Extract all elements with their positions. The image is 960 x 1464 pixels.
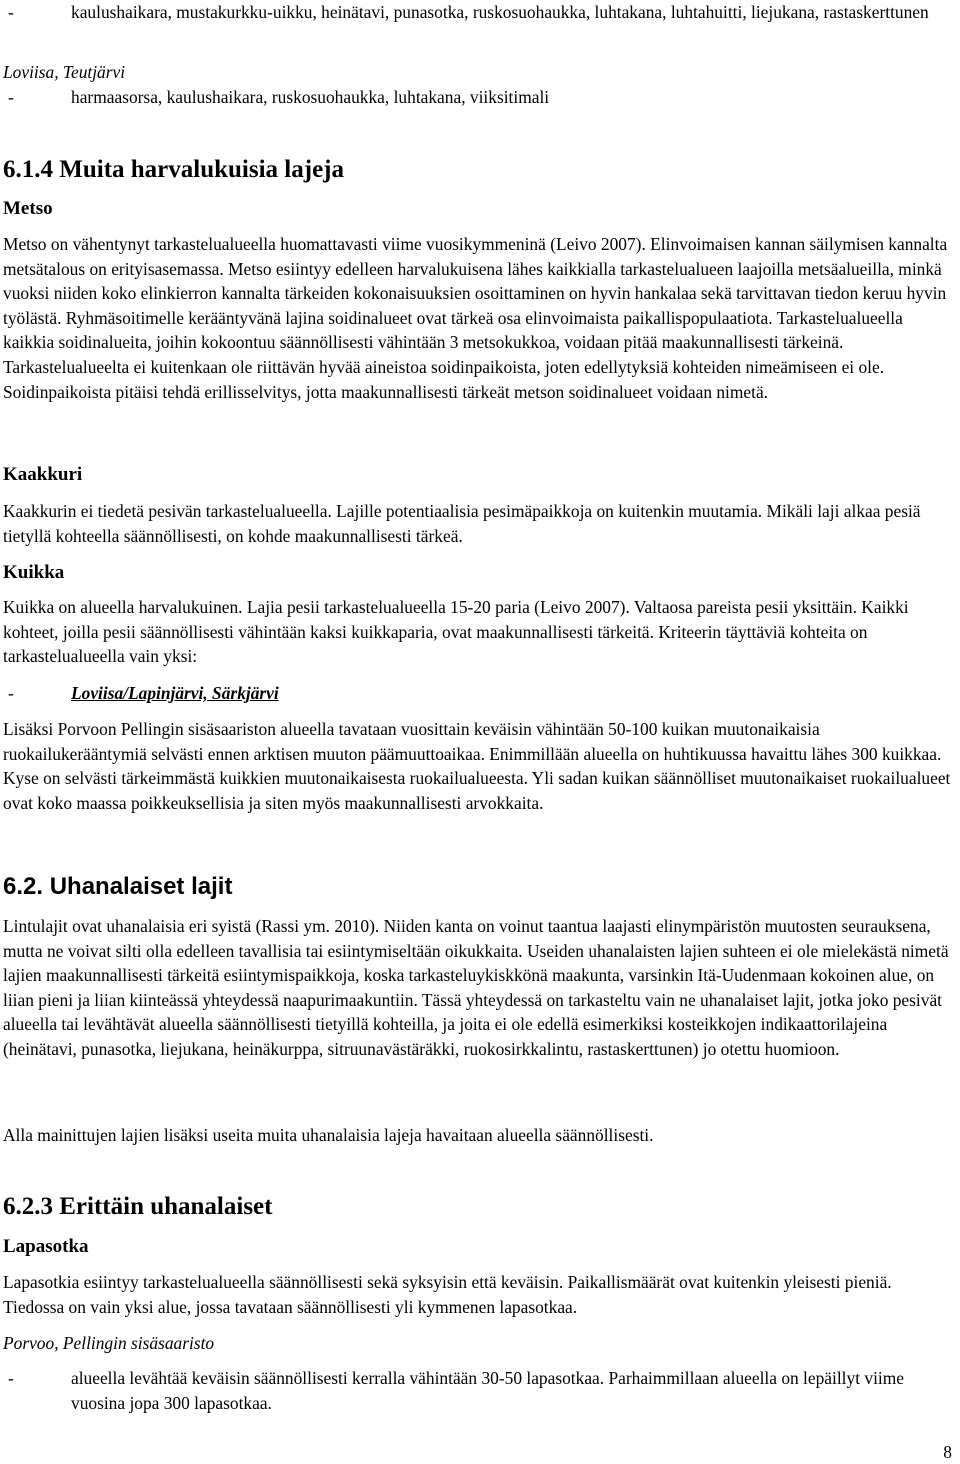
section-paragraph: Lintulajit ovat uhanalaisia eri syistä (Rassi ym. 2010). Niiden kanta on voinut taantua laajasti elinympäristön muutosten seurauksena, mutta ne voivat silti olla edelleen tavallisia tai esiintymiseltään oikukkaita. Useiden uhanalaisten lajien suhteen ei ole mielekästä nimetä lajien maakunnallisesti tärkeitä esiintymispaikkoja, koska tarkasteluykiskkönä maakunta, varsinkin Itä-Uudenmaan kokoinen alue, on liian pieni ja liian kiinteässä yhteydessä naapurimaakuntiin. Tässä yhteydessä on tarkasteltu vain ne uhanalaiset lajit, jotka joko pesivät alueella tai levähtävät alueella säännöllisesti tietyillä kohteilla, ja joita ei ole edellä esimerkiksi kosteikkojen indikaattorilajeina (heinätavi, punasotka, liejukana, heinäkurppa, sitruunavästäräkki, ruokosirkkalintu, rastaskerttunen) jo otettu huomioon. <box>3 916 949 1059</box>
species-heading: Lapasotka <box>3 1236 89 1257</box>
page-number: 8 <box>943 1442 952 1462</box>
species-list-bullet <box>3 0 953 50</box>
species-paragraph: Lapasotkia esiintyy tarkastelualueella säännöllisesti sekä syksyisin että keväisin. Paikallismäärät ovat kuitenkin yleisesti pieniä. Tiedossa on vain yksi alue, jossa tavataan säännöllisesti yli kymmenen lapasotkaa. <box>3 1272 892 1317</box>
species-heading: Kuikka <box>3 562 65 583</box>
species-paragraph: Kuikka on alueella harvalukuinen. Lajia pesii tarkastelualueella 15-20 paria (Leivo 2007). Valtaosa pareista pesii yksittäin. Kaikki kohteet, joilla pesii säännöllisesti vähintään kaksi kuikkaparia, ovat maakunnallisesti tärkeitä. Kriteerin täyttäviä kohteita on tarkastelualueella vain yksi: <box>3 597 909 667</box>
species-heading: Kaakkuri <box>3 464 83 485</box>
species-paragraph: Metso on vähentynyt tarkastelualueella huomattavasti viime vuosikymmeninä (Leivo 2007). Elinvoimaisen kannan säilymisen kannalta metsätalous on erityisasemassa. Metso esiintyy edelleen harvalukuisena lähes kaikkialla tarkastelualueen laajoilla metsäalueilla, minkä vuoksi niiden koko elinkierron kannalta tärkeiden kokonaisuuksien osoittaminen on hyvin hankalaa sekä tarvittavan tiedon keruu hyvin työlästä. Ryhmäsoitimelle kerääntyvänä lajina soidinalueet ovat tärkeä osa elinvoimaista paikallispopulaatiota. Tarkastelualueella kaikkia soidinalueita, joihin kokoontuu säännöllisesti vähintään 3 metsokukkoa, voidaan pitää maakunnallisesti tärkeinä. Tarkastelualueelta ei kuitenkaan ole riittävän hyvää aineistoa soidinpaikoista, joten edellytyksiä kohteiden nimeämiseen ei ole. Soidinpaikoista pitäisi tehdä erillisselvitys, jotta maakunnallisesti tärkeät metson soidinalueet voidaan nimetä. <box>3 234 948 402</box>
bullet-dash: - <box>8 1368 14 1388</box>
species-heading: Metso <box>3 198 53 219</box>
section-heading: 6.2.3 Erittäin uhanalaiset <box>3 1193 273 1220</box>
species-paragraph: Lisäksi Porvoon Pellingin sisäsaariston alueella tavataan vuosittain keväisin vähintään 50-100 kuikan muutonaikaisia ruokailukerääntymiä selvästi ennen arktisen muuton päämuuttoaikaa. Enimmillään alueella on huhtikuussa havaittu lähes 300 kuikkaa. Kyse on selvästi tärkeimmästä kuikkien muutonaikaisesta ruokailualueesta. Yli sadan kuikan säännölliset muutonaikaiset ruokailualueet ovat koko maassa poikkeuksellisia ja siten myös maakunnallisesti arvokkaita. <box>3 719 951 813</box>
species-paragraph: Kaakkurin ei tiedetä pesivän tarkastelualueella. Lajille potentiaalisia pesimäpaikkoja on kuitenkin muutamia. Mikäli laji alkaa pesiä tietyllä kohteella säännöllisesti, on kohde maakunnallisesti tärkeä. <box>3 501 921 546</box>
location-heading: Porvoo, Pellingin sisäsaaristo <box>3 1333 215 1353</box>
bullet-dash: - <box>8 683 14 703</box>
section-heading: 6.1.4 Muita harvalukuisia lajeja <box>3 156 344 183</box>
bullet-text: alueella levähtää keväisin säännöllisesti kerralla vähintään 30-50 lapasotkaa. Parhaimmillaan alueella on lepäillyt viime vuosina jopa 300 lapasotkaa. <box>71 1368 904 1413</box>
section-paragraph: Alla mainittujen lajien lisäksi useita muita uhanalaisia lajeja havaitaan alueella säännöllisesti. <box>3 1125 654 1145</box>
location-heading: Loviisa, Teutjärvi <box>3 62 126 82</box>
bullet-text: harmaasorsa, kaulushaikara, ruskosuohaukka, luhtakana, viiksitimali <box>71 87 550 107</box>
bullet-dash: - <box>8 87 14 107</box>
section-heading: 6.2. Uhanalaiset lajit <box>3 873 233 900</box>
bullet-text: kaulushaikara, mustakurkku-uikku, heinätavi, punasotka, ruskosuohaukka, luhtakana, luhtahuitti, liejukana, rastaskerttunen <box>71 2 929 22</box>
bullet-text: Loviisa/Lapinjärvi, Särkjärvi <box>71 683 279 703</box>
bullet-dash: - <box>8 2 14 22</box>
